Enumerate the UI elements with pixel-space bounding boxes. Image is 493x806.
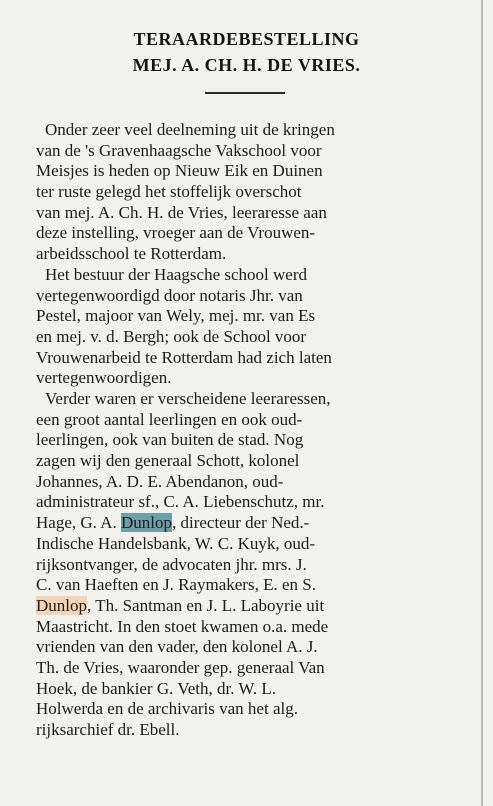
- text-line: Johannes, A. D. E. Abendanon, oud-: [36, 471, 284, 491]
- text-line: zagen wij den generaal Schott, kolonel: [36, 451, 300, 471]
- text-line: Meisjes is heden op Nieuw Eik en Duinen: [36, 161, 323, 181]
- text-segment: Hage, G. A.: [36, 513, 121, 533]
- text-line: Hoek, de bankier G. Veth, dr. W. L.: [36, 678, 277, 698]
- title-divider: [205, 92, 285, 94]
- text-segment: , directeur der Ned.-: [171, 513, 310, 533]
- text-line: rijksarchief dr. Ebell.: [36, 720, 180, 739]
- text-line: Verder waren er verscheidene leeraressen,: [45, 389, 331, 408]
- text-line: leerlingen, ook van buiten de stad. Nog: [36, 430, 304, 450]
- text-line: en mej. v. d. Bergh; ook de School voor: [36, 327, 307, 347]
- text-line: Onder zeer veel deelneming uit de kringen: [45, 120, 335, 139]
- text-line: een groot aantal leerlingen en ook oud-: [36, 409, 303, 429]
- text-line: Pestel, majoor van Wely, mej. mr. van Es: [36, 306, 316, 326]
- article-title-line-2: MEJ. A. CH. H. DE VRIES.: [132, 55, 361, 75]
- text-line: vrienden van den vader, den kolonel A. J.: [36, 637, 318, 657]
- paragraph-1: [36, 120, 476, 265]
- text-line: vertegenwoordigen.: [36, 368, 172, 388]
- text-line: van de 's Gravenhaagsche Vakschool voor: [36, 140, 322, 160]
- text-line: C. van Haeften en J. Raymakers, E. en S.: [36, 575, 316, 595]
- column-rule: [481, 0, 483, 806]
- text-line: Maastricht. In den stoet kwamen o.a. mede: [36, 616, 329, 636]
- highlight-dunlop-1: Dunlop: [120, 513, 172, 533]
- text-line: Holwerda en de archivaris van het alg.: [36, 699, 298, 719]
- text-line: Indische Handelsbank, W. C. Kuyk, oud-: [36, 533, 316, 553]
- article-title-line-1: TERAARDEBESTELLING: [133, 29, 360, 49]
- paragraph-3: [36, 389, 476, 741]
- text-line: Vrouwenarbeid te Rotterdam had zich laten: [36, 347, 332, 367]
- text-line: [36, 596, 476, 617]
- text-line: vertegenwoordigd door notaris Jhr. van: [36, 285, 303, 305]
- text-line: Th. de Vries, waaronder gep. generaal Van: [36, 657, 325, 677]
- paragraph-2: [36, 265, 476, 389]
- text-line: Het bestuur der Haagsche school werd: [45, 265, 307, 284]
- text-line: deze instelling, vroeger aan de Vrouwen-: [36, 223, 316, 243]
- text-line: [36, 513, 476, 534]
- text-segment: , Th. Santman en J. L. Laboyrie uit: [87, 595, 325, 615]
- text-line: arbeidsschool te Rotterdam.: [36, 244, 227, 264]
- text-line: rijksontvanger, de advocaten jhr. mrs. J.: [36, 554, 307, 574]
- highlight-dunlop-2: Dunlop: [36, 595, 87, 615]
- text-line: van mej. A. Ch. H. de Vries, leeraresse aan: [36, 202, 327, 222]
- text-line: ter ruste gelegd het stoffelijk overschot: [36, 182, 302, 202]
- text-line: administrateur sf., C. A. Liebenschutz, mr.: [36, 492, 325, 512]
